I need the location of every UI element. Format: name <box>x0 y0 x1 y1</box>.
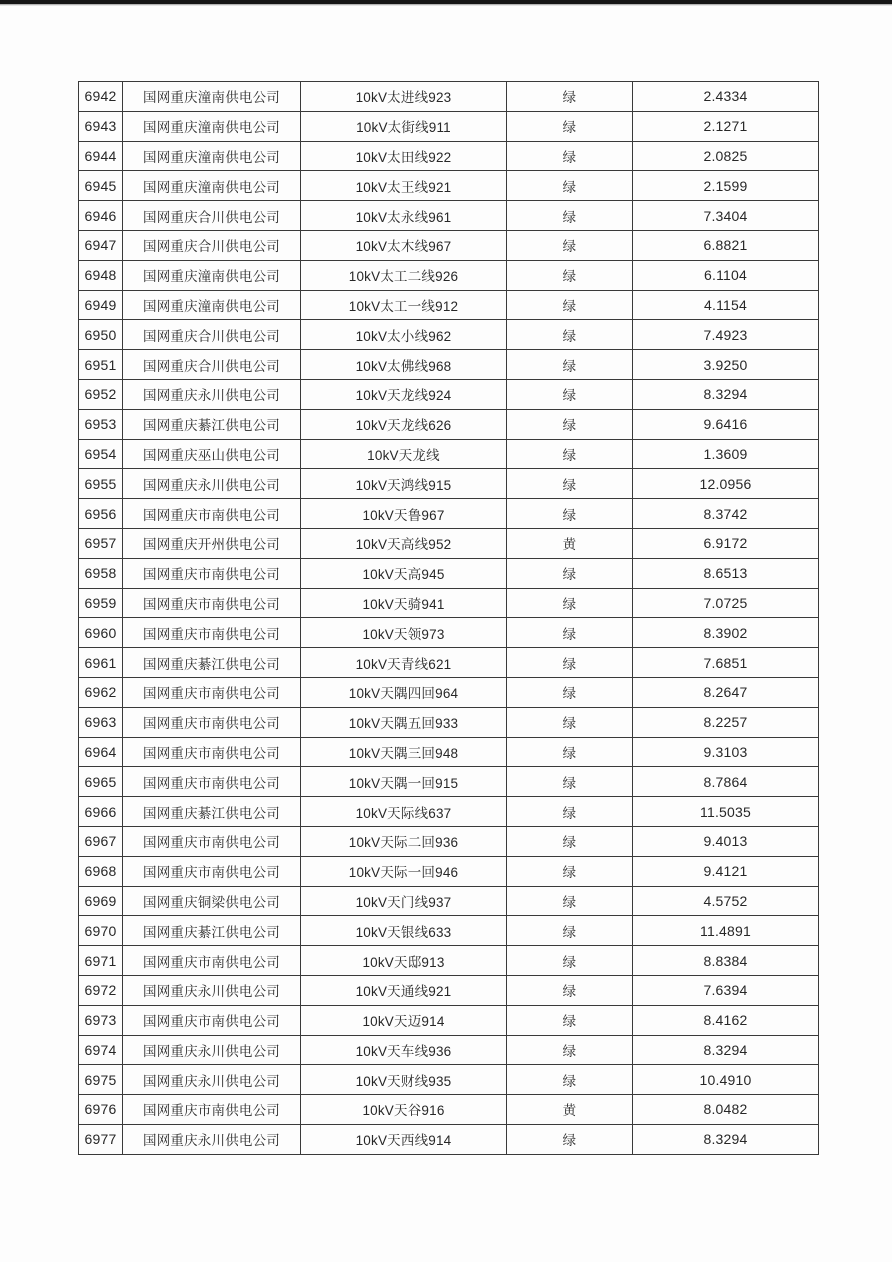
company-cell: 国网重庆市南供电公司 <box>123 499 301 529</box>
row-id-cell: 6947 <box>79 230 123 260</box>
row-id-cell: 6949 <box>79 290 123 320</box>
line-name-cell: 10kV天门线937 <box>301 886 507 916</box>
status-cell: 绿 <box>507 856 633 886</box>
line-name-cell: 10kV天龙线 <box>301 439 507 469</box>
power-line-table <box>78 81 819 1155</box>
value-cell: 8.2647 <box>633 677 819 707</box>
row-id-cell: 6965 <box>79 767 123 797</box>
row-id-cell: 6952 <box>79 379 123 409</box>
company-cell: 国网重庆潼南供电公司 <box>123 82 301 112</box>
value-cell: 7.3404 <box>633 201 819 231</box>
table-body <box>79 82 819 1155</box>
company-cell: 国网重庆合川供电公司 <box>123 201 301 231</box>
line-name-cell: 10kV天际二回936 <box>301 826 507 856</box>
row-id-cell: 6964 <box>79 737 123 767</box>
company-cell: 国网重庆市南供电公司 <box>123 856 301 886</box>
line-name-cell: 10kV天邸913 <box>301 946 507 976</box>
row-id-cell: 6954 <box>79 439 123 469</box>
line-name-cell: 10kV天财线935 <box>301 1065 507 1095</box>
row-id-cell: 6957 <box>79 528 123 558</box>
row-id-cell: 6969 <box>79 886 123 916</box>
status-cell: 绿 <box>507 499 633 529</box>
value-cell: 8.2257 <box>633 707 819 737</box>
value-cell: 8.8384 <box>633 946 819 976</box>
value-cell: 7.6394 <box>633 975 819 1005</box>
table-row <box>79 946 819 976</box>
status-cell: 绿 <box>507 558 633 588</box>
value-cell: 9.3103 <box>633 737 819 767</box>
line-name-cell: 10kV天西线914 <box>301 1124 507 1154</box>
status-cell: 绿 <box>507 797 633 827</box>
value-cell: 8.0482 <box>633 1095 819 1125</box>
table-row <box>79 558 819 588</box>
table-row <box>79 320 819 350</box>
value-cell: 4.5752 <box>633 886 819 916</box>
row-id-cell: 6972 <box>79 975 123 1005</box>
table-row <box>79 1095 819 1125</box>
line-name-cell: 10kV天迈914 <box>301 1005 507 1035</box>
row-id-cell: 6943 <box>79 111 123 141</box>
company-cell: 国网重庆市南供电公司 <box>123 767 301 797</box>
value-cell: 6.9172 <box>633 528 819 558</box>
company-cell: 国网重庆綦江供电公司 <box>123 648 301 678</box>
table-row <box>79 588 819 618</box>
value-cell: 9.6416 <box>633 409 819 439</box>
table-row <box>79 499 819 529</box>
table-row <box>79 350 819 380</box>
status-cell: 绿 <box>507 618 633 648</box>
company-cell: 国网重庆潼南供电公司 <box>123 141 301 171</box>
company-cell: 国网重庆潼南供电公司 <box>123 171 301 201</box>
line-name-cell: 10kV天际线637 <box>301 797 507 827</box>
table-row <box>79 737 819 767</box>
status-cell: 绿 <box>507 141 633 171</box>
company-cell: 国网重庆开州供电公司 <box>123 528 301 558</box>
table-row <box>79 528 819 558</box>
table-row <box>79 469 819 499</box>
row-id-cell: 6961 <box>79 648 123 678</box>
table-row <box>79 260 819 290</box>
status-cell: 绿 <box>507 409 633 439</box>
status-cell: 绿 <box>507 171 633 201</box>
row-id-cell: 6970 <box>79 916 123 946</box>
line-name-cell: 10kV天龙线924 <box>301 379 507 409</box>
value-cell: 9.4013 <box>633 826 819 856</box>
row-id-cell: 6955 <box>79 469 123 499</box>
table-row <box>79 1065 819 1095</box>
line-name-cell: 10kV天鸿线915 <box>301 469 507 499</box>
row-id-cell: 6950 <box>79 320 123 350</box>
company-cell: 国网重庆市南供电公司 <box>123 737 301 767</box>
value-cell: 7.6851 <box>633 648 819 678</box>
row-id-cell: 6958 <box>79 558 123 588</box>
status-cell: 绿 <box>507 886 633 916</box>
value-cell: 2.1271 <box>633 111 819 141</box>
row-id-cell: 6959 <box>79 588 123 618</box>
value-cell: 7.4923 <box>633 320 819 350</box>
line-name-cell: 10kV天隅四回964 <box>301 677 507 707</box>
row-id-cell: 6944 <box>79 141 123 171</box>
value-cell: 6.1104 <box>633 260 819 290</box>
line-name-cell: 10kV天鲁967 <box>301 499 507 529</box>
status-cell: 绿 <box>507 469 633 499</box>
status-cell: 绿 <box>507 588 633 618</box>
value-cell: 8.3902 <box>633 618 819 648</box>
company-cell: 国网重庆永川供电公司 <box>123 1065 301 1095</box>
status-cell: 绿 <box>507 260 633 290</box>
value-cell: 11.4891 <box>633 916 819 946</box>
line-name-cell: 10kV天谷916 <box>301 1095 507 1125</box>
status-cell: 绿 <box>507 975 633 1005</box>
status-cell: 绿 <box>507 1124 633 1154</box>
status-cell: 绿 <box>507 767 633 797</box>
status-cell: 绿 <box>507 82 633 112</box>
table-row <box>79 439 819 469</box>
line-name-cell: 10kV天通线921 <box>301 975 507 1005</box>
row-id-cell: 6968 <box>79 856 123 886</box>
value-cell: 9.4121 <box>633 856 819 886</box>
row-id-cell: 6975 <box>79 1065 123 1095</box>
row-id-cell: 6956 <box>79 499 123 529</box>
line-name-cell: 10kV天车线936 <box>301 1035 507 1065</box>
row-id-cell: 6967 <box>79 826 123 856</box>
table-row <box>79 648 819 678</box>
status-cell: 绿 <box>507 1065 633 1095</box>
value-cell: 3.9250 <box>633 350 819 380</box>
line-name-cell: 10kV天隅一回915 <box>301 767 507 797</box>
value-cell: 8.3294 <box>633 1035 819 1065</box>
table-row <box>79 82 819 112</box>
company-cell: 国网重庆潼南供电公司 <box>123 290 301 320</box>
line-name-cell: 10kV太木线967 <box>301 230 507 260</box>
status-cell: 绿 <box>507 439 633 469</box>
status-cell: 绿 <box>507 290 633 320</box>
value-cell: 8.6513 <box>633 558 819 588</box>
table-row <box>79 677 819 707</box>
company-cell: 国网重庆綦江供电公司 <box>123 409 301 439</box>
value-cell: 12.0956 <box>633 469 819 499</box>
table-row <box>79 916 819 946</box>
company-cell: 国网重庆市南供电公司 <box>123 1005 301 1035</box>
table-row <box>79 856 819 886</box>
company-cell: 国网重庆市南供电公司 <box>123 558 301 588</box>
table-row <box>79 1035 819 1065</box>
company-cell: 国网重庆永川供电公司 <box>123 379 301 409</box>
line-name-cell: 10kV太小线962 <box>301 320 507 350</box>
row-id-cell: 6951 <box>79 350 123 380</box>
company-cell: 国网重庆市南供电公司 <box>123 826 301 856</box>
company-cell: 国网重庆市南供电公司 <box>123 618 301 648</box>
row-id-cell: 6976 <box>79 1095 123 1125</box>
line-name-cell: 10kV天隅三回948 <box>301 737 507 767</box>
table-row <box>79 797 819 827</box>
row-id-cell: 6945 <box>79 171 123 201</box>
status-cell: 绿 <box>507 201 633 231</box>
line-name-cell: 10kV天际一回946 <box>301 856 507 886</box>
line-name-cell: 10kV太工一线912 <box>301 290 507 320</box>
status-cell: 绿 <box>507 111 633 141</box>
table-row <box>79 230 819 260</box>
company-cell: 国网重庆市南供电公司 <box>123 946 301 976</box>
table-row <box>79 111 819 141</box>
table-row <box>79 767 819 797</box>
table-row <box>79 201 819 231</box>
line-name-cell: 10kV天领973 <box>301 618 507 648</box>
value-cell: 8.7864 <box>633 767 819 797</box>
table-row <box>79 826 819 856</box>
status-cell: 绿 <box>507 379 633 409</box>
line-name-cell: 10kV天高线952 <box>301 528 507 558</box>
status-cell: 绿 <box>507 230 633 260</box>
table-row <box>79 618 819 648</box>
status-cell: 绿 <box>507 648 633 678</box>
table-row <box>79 409 819 439</box>
company-cell: 国网重庆綦江供电公司 <box>123 916 301 946</box>
line-name-cell: 10kV太街线911 <box>301 111 507 141</box>
table-row <box>79 1005 819 1035</box>
table-row <box>79 975 819 1005</box>
company-cell: 国网重庆合川供电公司 <box>123 320 301 350</box>
company-cell: 国网重庆潼南供电公司 <box>123 260 301 290</box>
status-cell: 绿 <box>507 707 633 737</box>
value-cell: 8.3294 <box>633 379 819 409</box>
table-row <box>79 290 819 320</box>
line-name-cell: 10kV太佛线968 <box>301 350 507 380</box>
line-name-cell: 10kV太永线961 <box>301 201 507 231</box>
line-name-cell: 10kV天银线633 <box>301 916 507 946</box>
table-row <box>79 1124 819 1154</box>
row-id-cell: 6946 <box>79 201 123 231</box>
company-cell: 国网重庆市南供电公司 <box>123 707 301 737</box>
row-id-cell: 6974 <box>79 1035 123 1065</box>
status-cell: 绿 <box>507 916 633 946</box>
status-cell: 黄 <box>507 1095 633 1125</box>
value-cell: 2.1599 <box>633 171 819 201</box>
value-cell: 8.3294 <box>633 1124 819 1154</box>
company-cell: 国网重庆市南供电公司 <box>123 1095 301 1125</box>
status-cell: 绿 <box>507 350 633 380</box>
line-name-cell: 10kV天骑941 <box>301 588 507 618</box>
value-cell: 7.0725 <box>633 588 819 618</box>
line-name-cell: 10kV天龙线626 <box>301 409 507 439</box>
company-cell: 国网重庆永川供电公司 <box>123 469 301 499</box>
scan-edge-top <box>0 0 892 4</box>
status-cell: 绿 <box>507 1035 633 1065</box>
company-cell: 国网重庆铜梁供电公司 <box>123 886 301 916</box>
row-id-cell: 6942 <box>79 82 123 112</box>
row-id-cell: 6977 <box>79 1124 123 1154</box>
line-name-cell: 10kV太王线921 <box>301 171 507 201</box>
table-row <box>79 171 819 201</box>
company-cell: 国网重庆永川供电公司 <box>123 1124 301 1154</box>
company-cell: 国网重庆永川供电公司 <box>123 1035 301 1065</box>
status-cell: 黄 <box>507 528 633 558</box>
value-cell: 10.4910 <box>633 1065 819 1095</box>
line-name-cell: 10kV太工二线926 <box>301 260 507 290</box>
status-cell: 绿 <box>507 320 633 350</box>
line-name-cell: 10kV太进线923 <box>301 82 507 112</box>
status-cell: 绿 <box>507 826 633 856</box>
company-cell: 国网重庆綦江供电公司 <box>123 797 301 827</box>
company-cell: 国网重庆潼南供电公司 <box>123 111 301 141</box>
line-name-cell: 10kV太田线922 <box>301 141 507 171</box>
value-cell: 8.4162 <box>633 1005 819 1035</box>
value-cell: 2.4334 <box>633 82 819 112</box>
line-name-cell: 10kV天隅五回933 <box>301 707 507 737</box>
company-cell: 国网重庆合川供电公司 <box>123 230 301 260</box>
row-id-cell: 6953 <box>79 409 123 439</box>
row-id-cell: 6971 <box>79 946 123 976</box>
company-cell: 国网重庆永川供电公司 <box>123 975 301 1005</box>
value-cell: 6.8821 <box>633 230 819 260</box>
table-row <box>79 886 819 916</box>
line-name-cell: 10kV天高945 <box>301 558 507 588</box>
value-cell: 11.5035 <box>633 797 819 827</box>
row-id-cell: 6948 <box>79 260 123 290</box>
row-id-cell: 6962 <box>79 677 123 707</box>
company-cell: 国网重庆市南供电公司 <box>123 677 301 707</box>
table-row <box>79 141 819 171</box>
table-row <box>79 707 819 737</box>
row-id-cell: 6963 <box>79 707 123 737</box>
value-cell: 4.1154 <box>633 290 819 320</box>
line-name-cell: 10kV天青线621 <box>301 648 507 678</box>
row-id-cell: 6960 <box>79 618 123 648</box>
row-id-cell: 6973 <box>79 1005 123 1035</box>
status-cell: 绿 <box>507 677 633 707</box>
company-cell: 国网重庆合川供电公司 <box>123 350 301 380</box>
value-cell: 1.3609 <box>633 439 819 469</box>
value-cell: 2.0825 <box>633 141 819 171</box>
table-row <box>79 379 819 409</box>
row-id-cell: 6966 <box>79 797 123 827</box>
status-cell: 绿 <box>507 737 633 767</box>
status-cell: 绿 <box>507 1005 633 1035</box>
status-cell: 绿 <box>507 946 633 976</box>
value-cell: 8.3742 <box>633 499 819 529</box>
company-cell: 国网重庆市南供电公司 <box>123 588 301 618</box>
company-cell: 国网重庆巫山供电公司 <box>123 439 301 469</box>
